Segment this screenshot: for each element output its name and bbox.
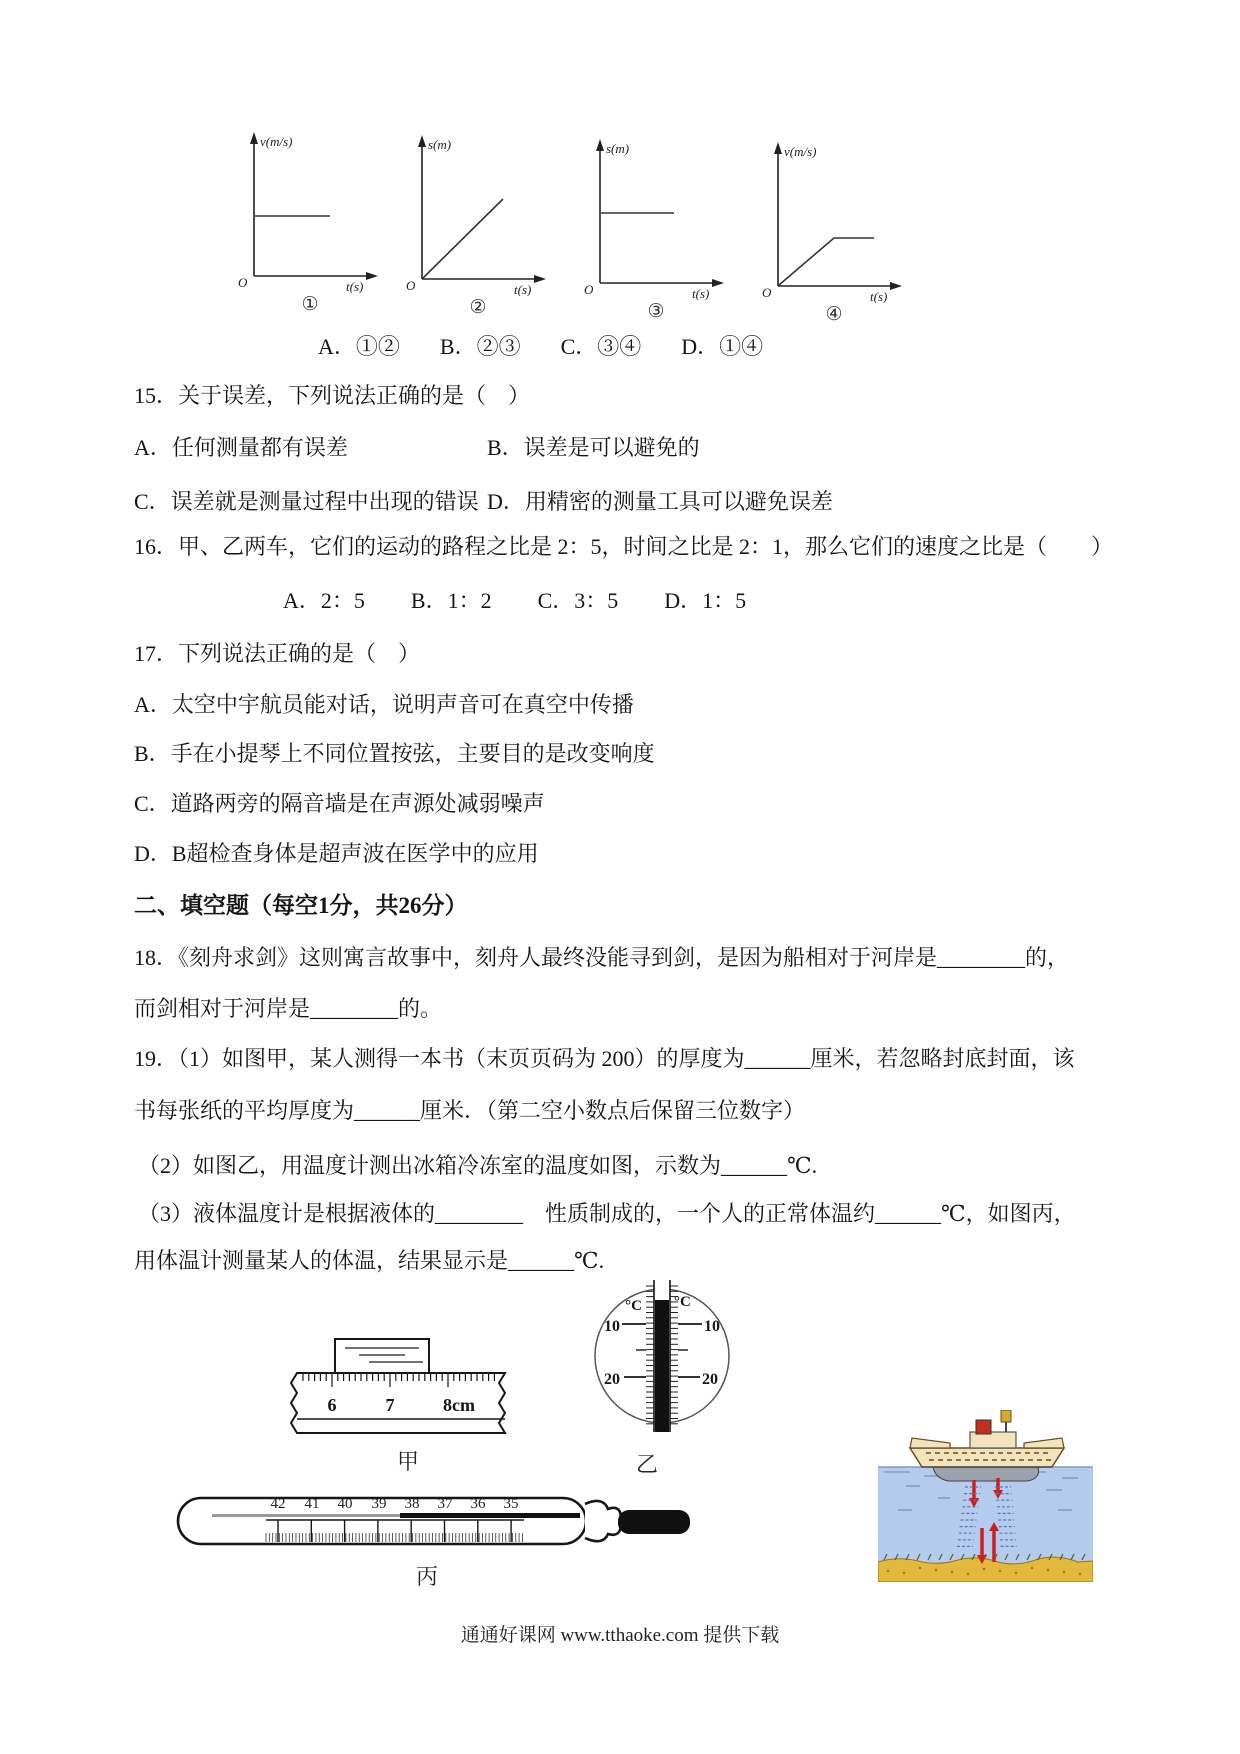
- sonar-ship-illustration: [878, 1410, 1093, 1582]
- q17-option-c: C．道路两旁的隔音墙是在声源处减弱噪声: [134, 791, 545, 816]
- origin-label: O: [762, 285, 772, 300]
- thermometer-joint: [585, 1501, 621, 1541]
- lookout-figure: [1001, 1410, 1011, 1422]
- x-axis-arrow-icon: [366, 272, 378, 280]
- uniform-motion-line: [423, 199, 503, 278]
- scale-number-36: 36: [470, 1496, 486, 1512]
- ship-bow: [910, 1438, 950, 1448]
- scale-number-39: 39: [371, 1496, 387, 1512]
- speckle: [1079, 1573, 1081, 1575]
- thermometer-stem: [618, 1510, 690, 1534]
- scale-number-38: 38: [404, 1496, 420, 1512]
- ruler-number-8cm: 8cm: [443, 1395, 475, 1415]
- accelerate-then-constant-line: [779, 238, 874, 285]
- q15-option-a: A．任何测量都有误差: [134, 435, 348, 460]
- capillary-tube: [212, 1514, 400, 1517]
- origin-label: O: [406, 278, 416, 293]
- liquid-column: [655, 1300, 669, 1432]
- figure-yi-label: 乙: [636, 1452, 659, 1477]
- speckle: [887, 1570, 889, 1572]
- q19-part1-line-1: 19．（1）如图甲，某人测得一本书（末页页码为 200）的厚度为______厘米，若忽略封底封面，该: [134, 1046, 1075, 1071]
- graph-1-velocity-time: [230, 128, 390, 315]
- scale-number-40: 40: [337, 1496, 353, 1512]
- x-axis-arrow-icon: [890, 282, 902, 290]
- q16-option-d: D．1：5: [664, 588, 747, 613]
- graph-2-distance-time: [398, 131, 558, 318]
- x-axis-label: t(s): [870, 289, 888, 303]
- q14-answer-row: [318, 330, 763, 361]
- footer-download-note: 通通好课网 www.tthaoke.com 提供下载: [460, 1625, 780, 1646]
- ruler-number-6: 6: [327, 1395, 337, 1415]
- x-axis-label: t(s): [514, 282, 532, 296]
- y-axis-label: s(m): [428, 137, 452, 152]
- q16-stem: 16．甲、乙两车，它们的运动的路程之比是 2：5，时间之比是 2：1，那么它们的速度之比是（ ）: [134, 534, 1114, 559]
- x-axis-label: t(s): [346, 279, 364, 293]
- seabed-sand: [878, 1557, 1093, 1582]
- speckle: [983, 1568, 985, 1570]
- figure-bing-label: 丙: [416, 1564, 439, 1589]
- y-axis-arrow-icon: [774, 142, 782, 154]
- graph-4-velocity-time: [754, 138, 914, 325]
- q17-stem: 17．下列说法正确的是（ ）: [134, 641, 421, 666]
- q15-option-c: C．误差就是测量过程中出现的错误: [134, 489, 479, 514]
- underwater-hull: [933, 1467, 1039, 1481]
- graph-2-axes: [398, 131, 558, 296]
- ship-hull: [910, 1448, 1064, 1467]
- sea-water: [878, 1467, 1093, 1565]
- graph-3-distance-time: [576, 135, 736, 322]
- graph-1-number: ①: [301, 293, 319, 315]
- y-axis-arrow-icon: [418, 135, 426, 147]
- q16-option-b: B．1：2: [410, 588, 492, 613]
- tick-label-20-right: 20: [702, 1371, 718, 1388]
- q16-option-a: A．2：5: [283, 588, 365, 613]
- y-axis-label: v(m/s): [784, 144, 817, 159]
- q15-stem: 15．关于误差，下列说法正确的是（ ）: [134, 383, 531, 408]
- graph-4-axes: [754, 138, 914, 303]
- q19-part3-line-2: 用体温计测量某人的体温，结果显示是______℃.: [134, 1248, 605, 1273]
- mercury-column: [400, 1513, 580, 1518]
- y-axis-label: v(m/s): [260, 134, 293, 149]
- q19-part2: （2）如图乙，用温度计测出冰箱冷冻室的温度如图，示数为______℃.: [138, 1153, 818, 1178]
- speckle: [1047, 1569, 1049, 1571]
- x-axis-label: t(s): [692, 286, 710, 300]
- scale-number-41: 41: [304, 1496, 320, 1512]
- ship-stern: [1024, 1438, 1064, 1448]
- speckle: [903, 1572, 905, 1574]
- q18-line-2: 而剑相对于河岸是________的。: [134, 996, 443, 1021]
- q15-option-b: B．误差是可以避免的: [487, 435, 700, 460]
- q19-part3-line-1: （3）液体温度计是根据液体的________ 性质制成的，一个人的正常体温约______℃，如图丙，: [138, 1201, 1076, 1226]
- q16-answer-row: [283, 584, 746, 615]
- x-axis-arrow-icon: [712, 279, 724, 287]
- y-axis-arrow-icon: [250, 132, 258, 144]
- speckle: [967, 1573, 969, 1575]
- tick-label-10-right: 10: [704, 1318, 720, 1335]
- tick-label-10-left: 10: [604, 1318, 620, 1335]
- y-axis-arrow-icon: [596, 139, 604, 151]
- q17-option-b: B．手在小提琴上不同位置按弦，主要目的是改变响度: [134, 741, 655, 766]
- celsius-unit-right: °C: [674, 1294, 691, 1310]
- speckle: [935, 1569, 937, 1571]
- celsius-unit-left: °C: [625, 1298, 642, 1314]
- scale-number-42: 42: [270, 1496, 286, 1512]
- x-axis-arrow-icon: [534, 275, 546, 283]
- speckle: [999, 1570, 1001, 1572]
- book-outline: [335, 1339, 429, 1373]
- q17-option-d: D．B超检查身体是超声波在医学中的应用: [134, 841, 539, 866]
- graph-2-number: ②: [469, 296, 487, 318]
- q17-option-a: A．太空中宇航员能对话，说明声音可在真空中传播: [134, 692, 634, 717]
- tick-label-20-left: 20: [604, 1371, 620, 1388]
- q15-option-d: D．用精密的测量工具可以避免误差: [487, 489, 833, 514]
- speckle: [951, 1571, 953, 1573]
- origin-label: O: [584, 282, 594, 297]
- figure-jia-label: 甲: [397, 1449, 420, 1474]
- section-2-title: 二、填空题（每空1分，共26分）: [134, 893, 468, 918]
- scale-number-35: 35: [503, 1496, 519, 1512]
- origin-label: O: [238, 275, 248, 290]
- speckle: [1015, 1572, 1017, 1574]
- speckle: [1031, 1567, 1033, 1569]
- figure-yi-thermometer-dial: [586, 1278, 741, 1438]
- speckle: [1063, 1571, 1065, 1573]
- graph-1-axes: [230, 128, 390, 293]
- q14-option-d: D．①④: [681, 334, 764, 359]
- q16-option-c: C．3：5: [537, 588, 619, 613]
- ruler-number-7: 7: [385, 1395, 395, 1415]
- speckle: [919, 1567, 921, 1569]
- q18-line-1: 18．《刻舟求剑》这则寓言故事中，刻舟人最终没能寻到剑，是因为船相对于河岸是________的，: [134, 945, 1070, 970]
- graph-3-axes: [576, 135, 736, 300]
- q19-part1-line-2: 书每张纸的平均厚度为______厘米．（第二空小数点后保留三位数字）: [134, 1098, 806, 1123]
- q14-option-b: B．②③: [439, 334, 521, 359]
- ship-funnel: [976, 1420, 991, 1434]
- y-axis-label: s(m): [606, 141, 630, 156]
- q14-option-c: C．③④: [560, 334, 642, 359]
- q14-option-a: A．①②: [318, 334, 400, 359]
- graph-4-number: ④: [825, 303, 843, 325]
- scale-number-37: 37: [437, 1496, 453, 1512]
- graph-3-number: ③: [647, 300, 665, 322]
